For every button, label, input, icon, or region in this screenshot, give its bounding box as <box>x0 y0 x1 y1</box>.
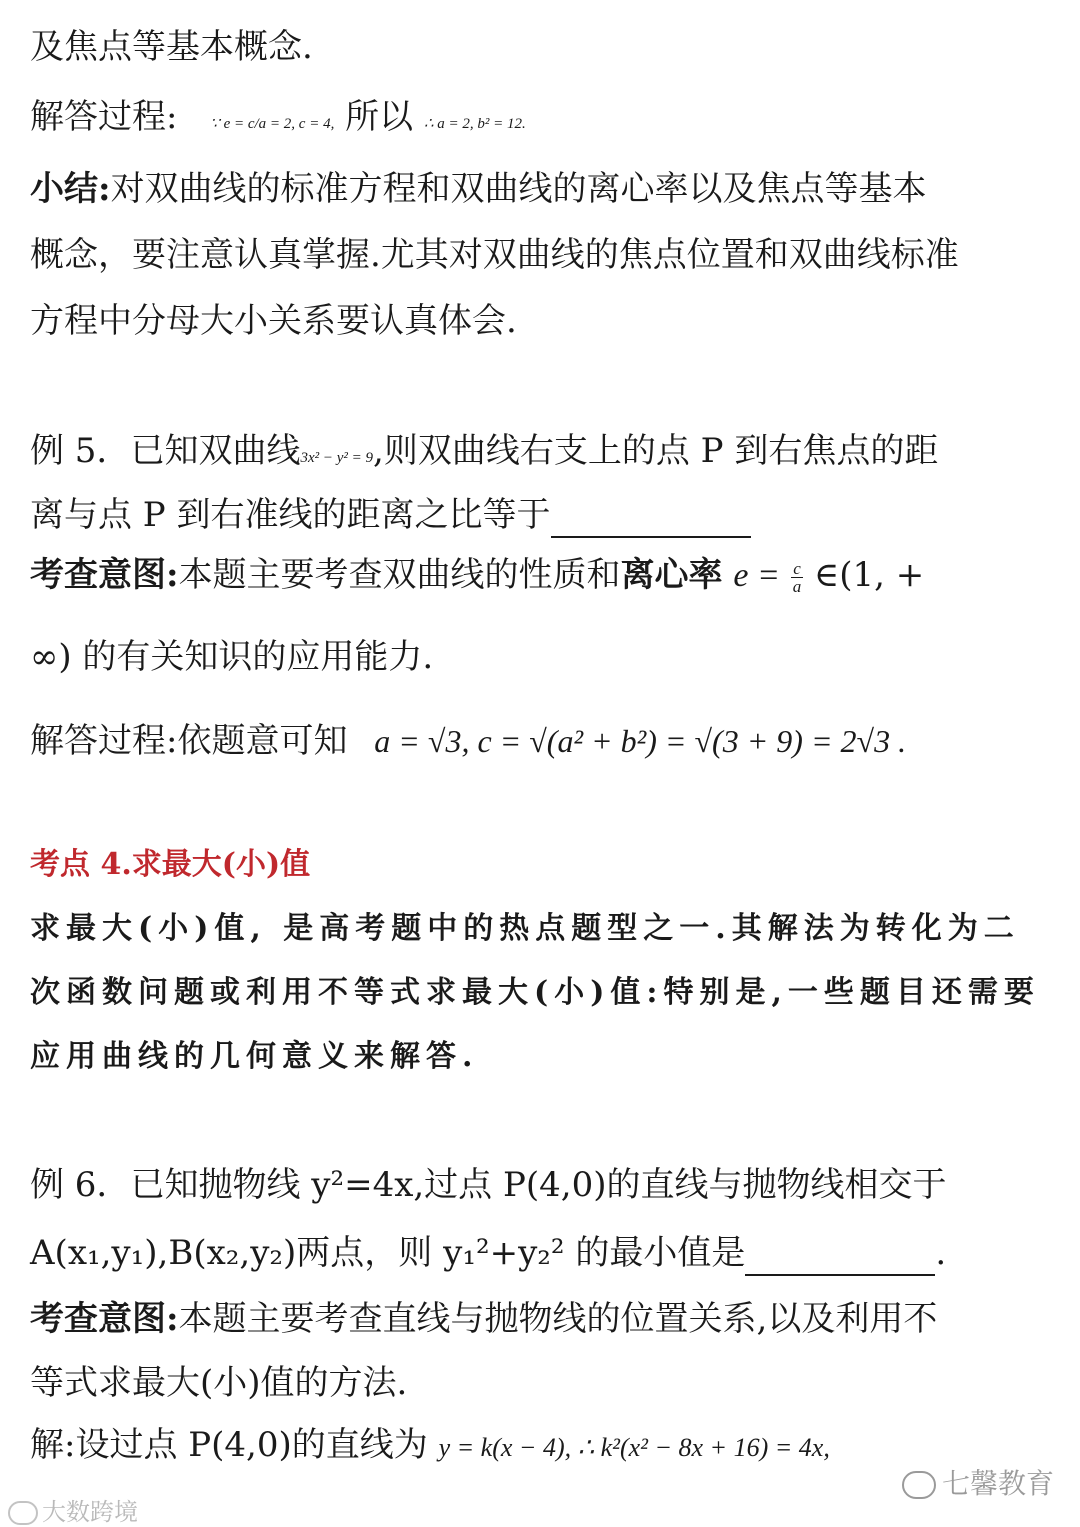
math-line-equation: y = k(x − 4), ∴ k²(x² − 8x + 16) = 4x, <box>438 1433 830 1462</box>
watermark-text: 大数跨境 <box>42 1498 138 1526</box>
text: 本题主要考查双曲线的性质和 <box>178 555 621 595</box>
intent-label: 考查意图: <box>30 555 179 595</box>
summary-line-2 <box>30 234 959 276</box>
intent-6-line-1 <box>30 1298 937 1340</box>
solution-label: 解: <box>30 1425 76 1465</box>
intent-5-line-2 <box>30 636 433 678</box>
example-6-line-1 <box>30 1164 946 1206</box>
wechat-logo-icon <box>902 1471 936 1499</box>
text: 本题主要考查直线与抛物线的位置关系,以及利用不 <box>178 1299 938 1339</box>
intent-5-line-1 <box>30 554 924 597</box>
math-result: ∴ a = 2, b² = 12. <box>423 116 526 132</box>
section-4-line-1 <box>30 908 1020 950</box>
math-solution: a = √3, c = √(a² + b²) = √(3 + 9) = 2√3 . <box>374 723 907 759</box>
text: ∞) 的有关知识的应用能力. <box>30 637 434 677</box>
text: 所以 <box>345 97 414 137</box>
watermark-text: 七馨教育 <box>942 1467 1055 1500</box>
text: 等式求最大(小)值的方法. <box>30 1363 408 1403</box>
text: ,则双曲线右支上的点 P 到右焦点的距 <box>373 431 939 471</box>
bold-term: 离心率 <box>620 555 723 595</box>
intent-label: 考查意图: <box>30 1299 179 1339</box>
text: 方程中分母大小关系要认真体会. <box>30 301 517 341</box>
text: 应用曲线的几何意义来解答. <box>30 1039 479 1074</box>
solution-label: 解答过程: <box>30 721 178 761</box>
text: 设过点 P(4,0)的直线为 <box>75 1425 428 1465</box>
fraction-c-over-a: $\frac{c}{a}$ <box>792 558 802 596</box>
summary-label: 小结: <box>30 169 111 209</box>
text: 及焦点等基本概念. <box>30 27 313 67</box>
text: ∈(1, + <box>814 555 925 595</box>
summary-line-1 <box>30 168 927 210</box>
watermark-right <box>902 1462 1054 1502</box>
heading-text: 考点 4.求最大(小)值 <box>30 847 311 882</box>
section-4-line-2 <box>30 972 1040 1014</box>
math-hyperbola: 3x² − y² = 9 <box>300 450 374 466</box>
text: 例 6．已知抛物线 y²=4x,过点 P(4,0)的直线与抛物线相交于 <box>30 1165 947 1205</box>
text: A(x₁,y₁),B(x₂,y₂)两点，则 y₁²+y₂² 的最小值是 <box>30 1233 746 1273</box>
section-4-line-3 <box>30 1036 478 1078</box>
text: 求最大(小)值, 是高考题中的热点题型之一.其解法为转化为二 <box>30 911 1020 946</box>
watermark-left <box>8 1492 138 1527</box>
example-5-line-2 <box>30 494 751 538</box>
solution-ex6 <box>30 1424 830 1469</box>
solution-ex5 <box>30 720 906 762</box>
intent-6-line-2 <box>30 1362 407 1404</box>
solution-ex4 <box>30 96 526 145</box>
section-heading-4 <box>30 844 310 886</box>
text: 离与点 P 到右准线的距离之比等于 <box>30 495 551 535</box>
example-label: 例 5．已知双曲线 <box>30 431 301 471</box>
math-eccentricity: ∵ e = c/a = 2, c = 4, <box>210 116 335 132</box>
math-e: e = <box>733 557 780 594</box>
text: 依题意可知 <box>177 721 348 761</box>
answer-blank <box>745 1232 935 1276</box>
text: 次函数问题或利用不等式求最大(小)值:特别是,一些题目还需要 <box>30 975 1040 1010</box>
example-5-line-1 <box>30 430 938 479</box>
speech-bubble-logo-icon <box>8 1501 38 1525</box>
solution-label: 解答过程: <box>30 97 178 137</box>
summary-line-3 <box>30 300 517 342</box>
text: 概念，要注意认真掌握.尤其对双曲线的焦点位置和双曲线标准 <box>30 235 959 275</box>
answer-blank <box>551 494 751 538</box>
text: 对双曲线的标准方程和双曲线的离心率以及焦点等基本 <box>110 169 927 209</box>
example-6-line-2: A(x₁,y₁),B(x₂,y₂)两点，则 y₁²+y₂² 的最小值是 . <box>30 1232 946 1276</box>
line-concepts <box>30 26 313 68</box>
